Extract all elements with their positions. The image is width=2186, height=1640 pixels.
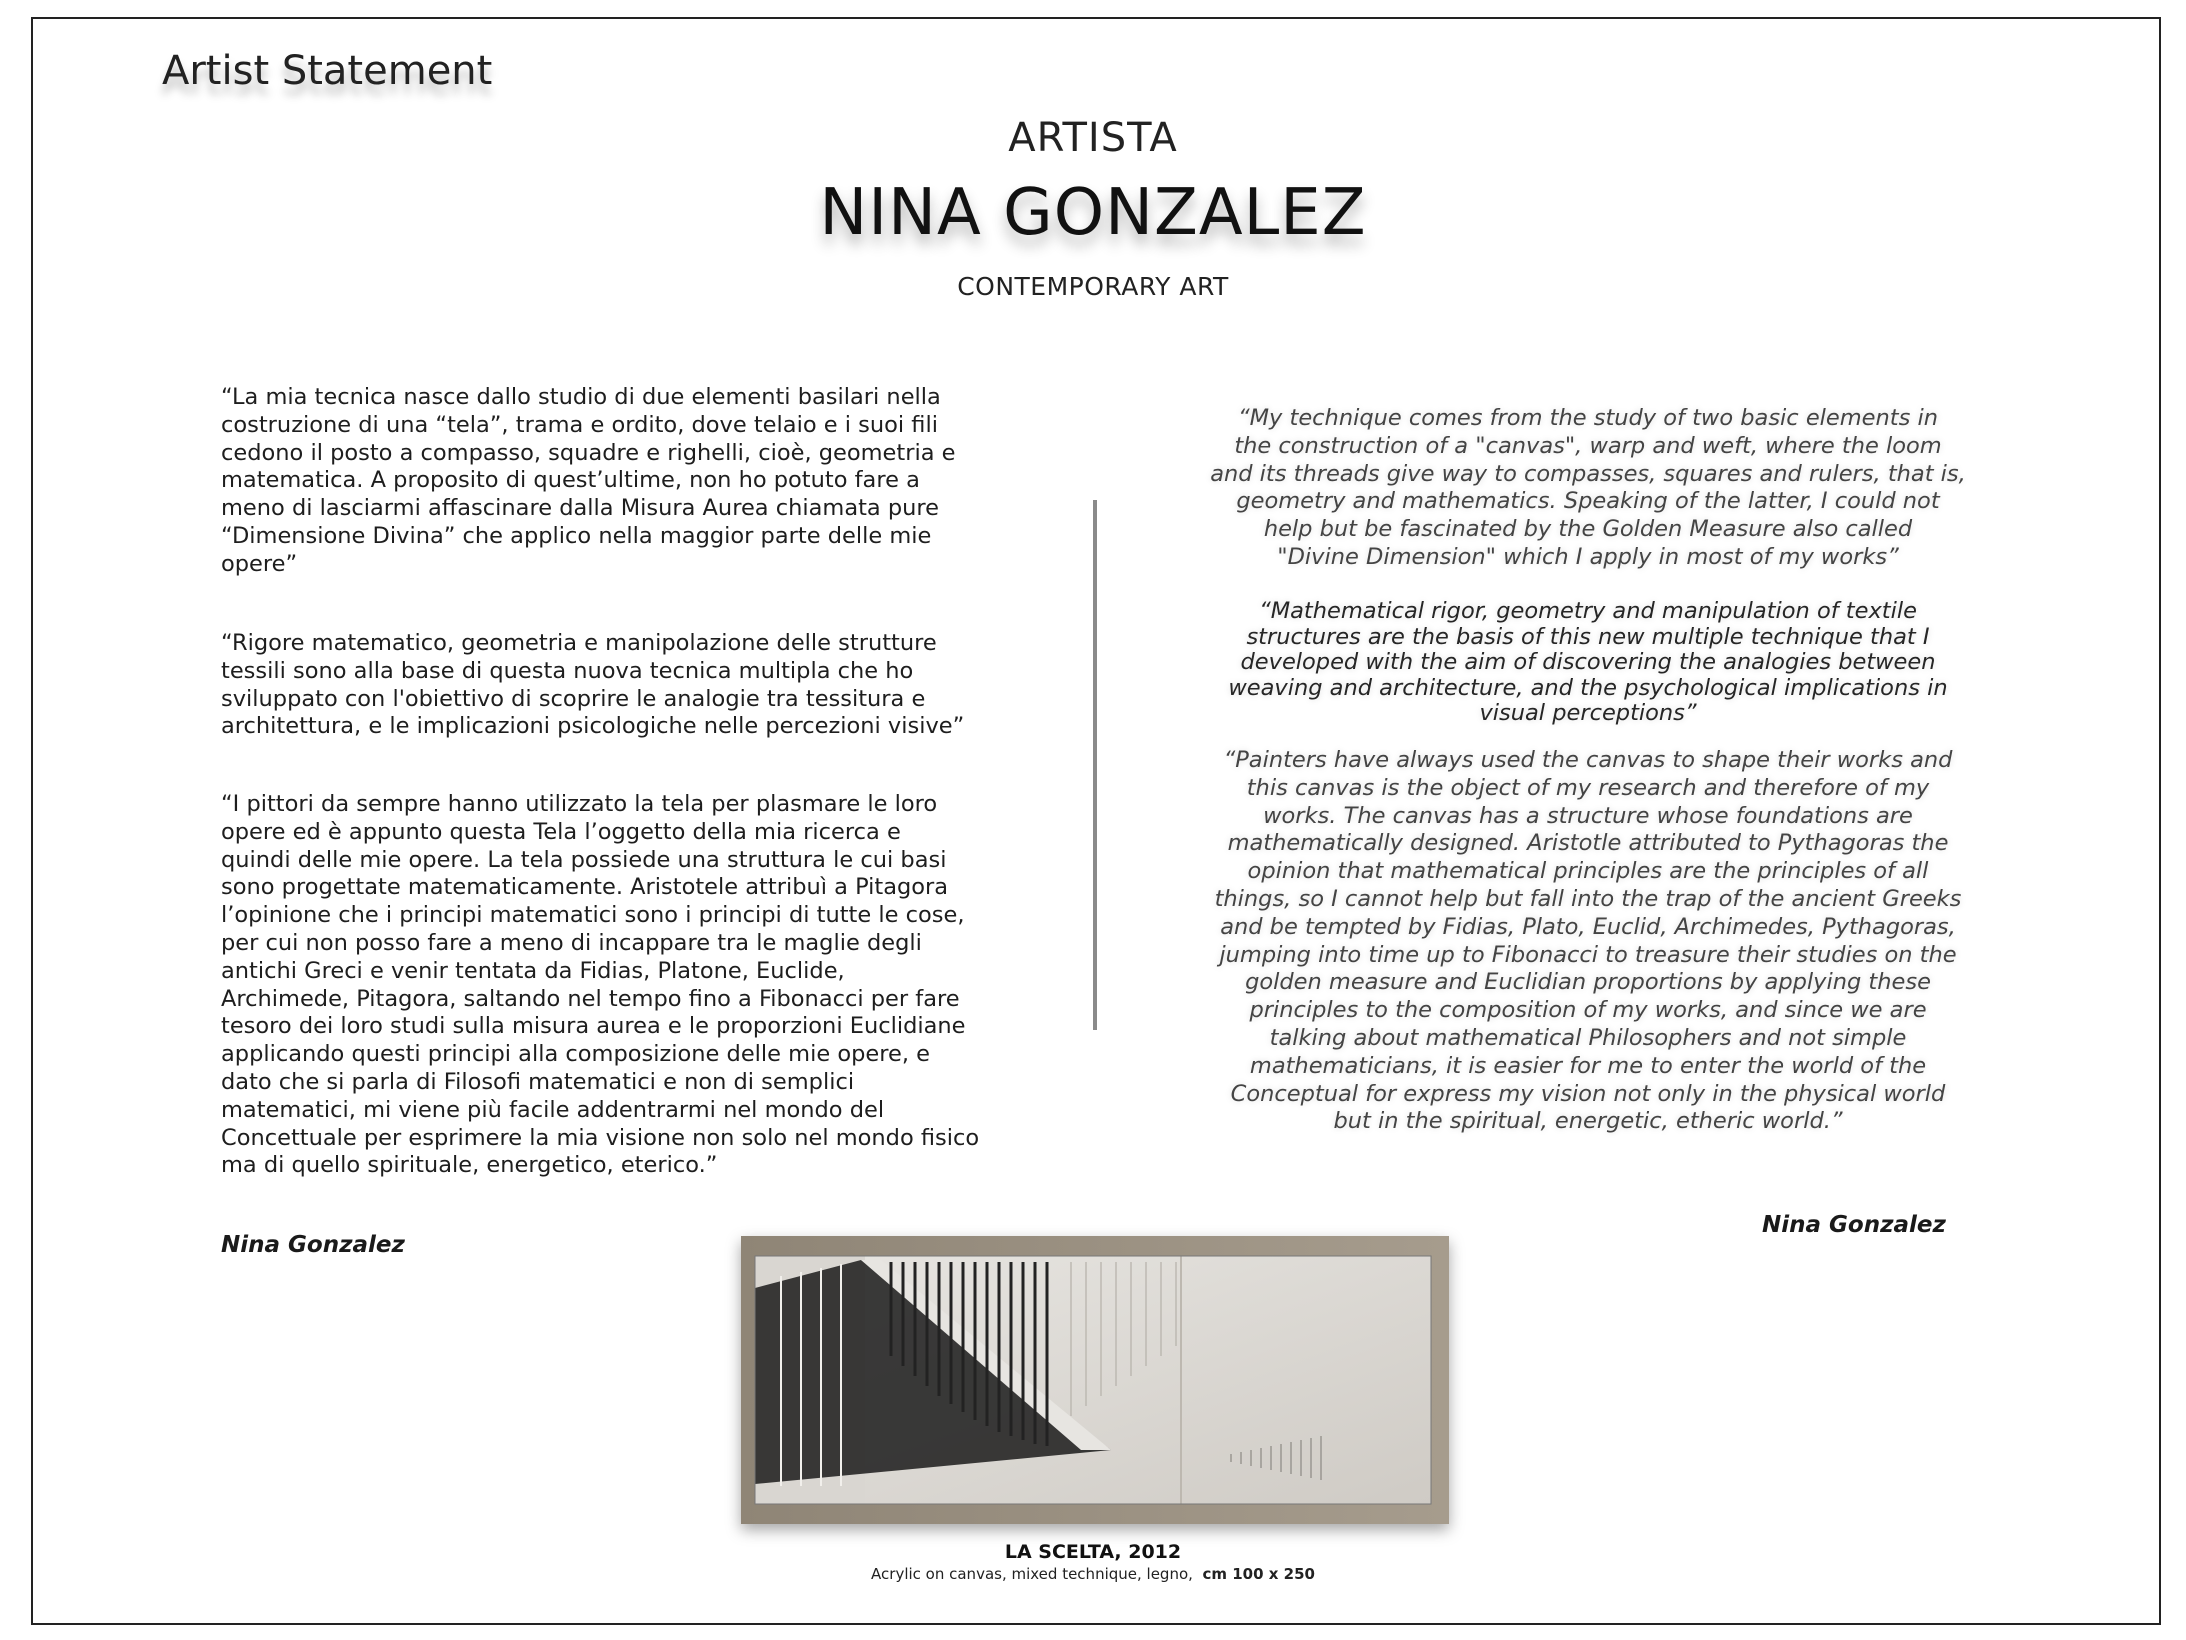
artwork-title: LA SCELTA, 2012 [1004, 1541, 1182, 1563]
paragraph-text: “I pittori da sempre hanno utilizzato la tela per plasmare le loro opere ed è appunto questa Tela l’oggetto della mia ricerca e quindi delle mie opere. La tela possiede una struttura le cui basi sono progettate matematicamente. Aristotele attribuì a Pitagora l’opinione che i principi matematici sono i principi di tutte le cose, per cui non posso fare a meno di incappare tra le maglie degli antichi Greci e venir tentata da Fidias, Platone, Euclide, Archimede, Pitagora, saltando nel tempo fino a Fibonacci per fare tesoro dei loro studi sulla misura aurea e le proporzioni Euclidiane applicando questi principi alla composizione delle mie opere, e dato che si parla di Filosofi matematici e non di semplici matematici, mi viene più facile addentrarmi nel mondo del Concettuale per esprimere la mia visione non solo nel mondo fisico ma di quello spirituale, energetico, eterico.” [221, 791, 980, 1179]
italian-paragraph-2 [221, 630, 1001, 741]
artwork-details: Acrylic on canvas, mixed technique, legno, [871, 1565, 1193, 1583]
english-paragraph-3 [1188, 747, 1988, 1136]
italian-paragraph-3 [221, 791, 1001, 1180]
header-label: Artist Statement [162, 48, 493, 94]
artwork-dimensions: cm 100 x 250 [1202, 1565, 1315, 1583]
artist-name: NINA GONZALEZ [819, 176, 1367, 250]
paragraph-text: “Rigore matematico, geometria e manipolazione delle strutture tessili sono alla base di questa nuova tecnica multipla che ho sviluppato con l'obiettivo di scoprire le analogie tra tessitura e architettura, e le implicazioni psicologiche nelle percezioni visive” [221, 630, 965, 740]
english-paragraph-2 [1188, 599, 1988, 727]
paragraph-text: “La mia tecnica nasce dallo studio di due elementi basilari nella costruzione di una “tela”, trama e ordito, dove telaio e i suoi fili cedono il posto a compasso, squadre e righelli, cioè, geometria e matematica. A proposito di quest’ultime, non ho potuto fare a meno di lasciarmi affascinare dalla Misura Aurea chiamata pure “Dimensione Divina” che applico nella maggior parte delle mie opere” [221, 384, 956, 577]
italian-paragraph-1 [221, 384, 1001, 579]
column-divider [1093, 500, 1097, 1030]
artist-label: ARTISTA [1008, 115, 1178, 161]
signature-italian: Nina Gonzalez [221, 1232, 405, 1258]
paragraph-text: “My technique comes from the study of two basic elements in the construction of a "canvas", warp and weft, where the loom and its threads give way to compasses, squares and rulers, that is, geometry and mathematics. Speaking of the latter, I could not help but be fascinated by the Golden Measure also called "Divine Dimension" which I apply in most of my works” [1210, 405, 1966, 570]
subtitle: CONTEMPORARY ART [957, 272, 1229, 301]
artwork-image [741, 1236, 1449, 1524]
paragraph-text: “Painters have always used the canvas to shape their works and this canvas is the object of my research and therefore of my works. The canvas has a structure whose foundations are mathematically designed. Aristotle attributed to Pythagoras the opinion that mathematical principles are the principles of all things, so I cannot help but fall into the trap of the ancient Greeks and be tempted by Fidias, Plato, Euclid, Archimedes, Pythagoras, jumping into time up to Fibonacci to treasure their studies on the golden measure and Euclidian proportions by applying these principles to the composition of my works, and since we are talking about mathematical Philosophers and not simple mathematicians, it is easier for me to enter the world of the Conceptual for express my vision not only in the physical world but in the spiritual, energetic, etheric world.” [1214, 747, 1962, 1135]
artwork-caption [0, 1565, 2186, 1583]
artwork-illustration [741, 1236, 1449, 1524]
english-paragraph-1 [1188, 405, 1988, 572]
paragraph-text: “Mathematical rigor, geometry and manipulation of textile structures are the basis of this new multiple technique that I developed with the aim of discovering the analogies between weaving and architecture, and the psychological implications in visual perceptions” [1228, 598, 1948, 726]
signature-english: Nina Gonzalez [1762, 1212, 1946, 1238]
